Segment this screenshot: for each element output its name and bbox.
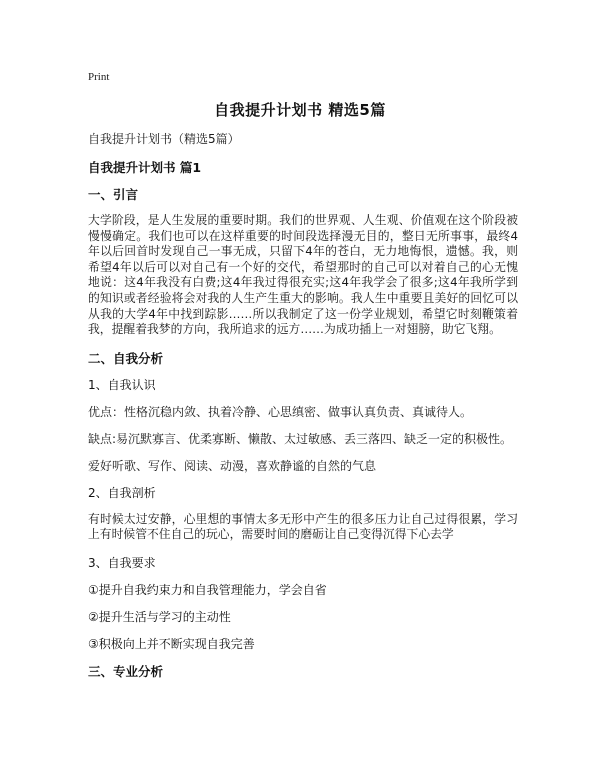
subheading-self-examination: 2、自我剖析 xyxy=(88,485,156,500)
introduction-paragraph: 大学阶段，是人生发展的重要时期。我们的世界观、人生观、价值观在这个阶段被慢慢确定。我们也可以在这样重要的时间段选择漫无目的，整日无所事事，最终4年以后回首时发现自己一事无成，只留下4年的苍白，无力地悔恨，遗憾。我，则希望4年以后可以对自己有一个好的交代，希望那时的自己可以对着自己的心无愧地说：这4年我没有白费;这4年我过得很充实;这4年我学会了很多;这4年我所学到的知识或者经验将会对我的人生产生重大的影响。我人生中重要且美好的回忆可以从我的大学4年中找到踪影……所以我制定了这一份学业规划，希望它时刻鞭策着我，提醒着我梦的方向，我所追求的远方……为成功插上一对翅膀，助它飞翔。 xyxy=(88,213,518,337)
weaknesses-text: 缺点:易沉默寡言、优柔寡断、懒散、太过敏感、丢三落四、缺乏一定的积极性。 xyxy=(88,431,513,446)
hobbies-text: 爱好听歌、写作、阅读、动漫，喜欢静谧的自然的气息 xyxy=(88,458,377,473)
list-item: ③积极向上并不断实现自我完善 xyxy=(88,636,255,651)
list-item: ②提升生活与学习的主动性 xyxy=(88,609,231,624)
section-heading-major-analysis: 三、专业分析 xyxy=(88,663,164,679)
section-heading-self-analysis: 二、自我分析 xyxy=(88,350,164,366)
print-label[interactable]: Print xyxy=(88,71,110,83)
subheading-self-requirements: 3、自我要求 xyxy=(88,555,156,570)
document-body xyxy=(88,131,518,690)
subheading-self-awareness: 1、自我认识 xyxy=(88,377,156,392)
document-subtitle: 自我提升计划书（精选5篇） xyxy=(88,132,240,146)
chapter-title: 自我提升计划书 篇1 xyxy=(88,160,202,175)
document-title: 自我提升计划书 精选5篇 xyxy=(214,101,386,119)
self-examination-paragraph: 有时候太过安静，心里想的事情太多无形中产生的很多压力让自己过得很累，学习上有时候管不住自己的玩心，需要时间的磨砺让自己变得沉得下心去学 xyxy=(88,511,518,542)
section-heading-introduction: 一、引言 xyxy=(88,187,139,202)
strengths-text: 优点：性格沉稳内敛、执着冷静、心思缜密、做事认真负责、真诚待人。 xyxy=(88,404,473,419)
list-item: ①提升自我约束力和自我管理能力，学会自省 xyxy=(88,582,327,597)
